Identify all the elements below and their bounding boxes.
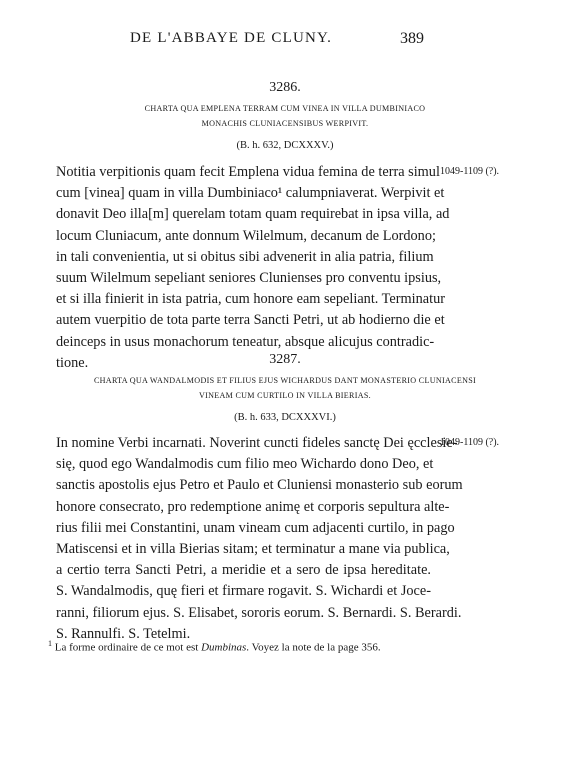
charter-title-line: VINEAM CUM CURTILO IN VILLA BIERIAS. [198, 391, 372, 400]
charter-title-line: CHARTA QUA WANDALMODIS ET FILIUS EJUS WICHARDUS DANT MONASTERIO CLUNIACENSI [93, 376, 477, 385]
text-line: autem vuerpitio de tota parte terra Sancti Petri, ut ab hodierno die et [56, 312, 445, 329]
text-line: In nomine Verbi incarnati. Noverint cuncti fideles sanctę Dei ęcclesie- [56, 435, 458, 451]
text-line: donavit Deo illa[m] querelam totam quam requirebat in ipsa villa, ad [56, 206, 450, 223]
text-line: Notitia verpitionis quam fecit Emplena vidua femina de terra simul [56, 164, 440, 180]
charter-reference: (B. h. 633, DCXXXVI.) [234, 412, 336, 423]
text-line: honore consecrato, pro redemptione animę et corporis sepultura alte- [56, 498, 450, 515]
date-margin-note: 1049-1109 (?). [440, 166, 500, 177]
text-line: locum Cluniacum, ante donnum Wilelmum, decanum de Lordono; [56, 227, 436, 244]
footnote-italic: Dumbinas [201, 641, 247, 654]
charter-text [56, 162, 450, 374]
charter-number: 3287. [269, 352, 301, 367]
text-line: ranni, filiorum ejus. S. Elisabet, sororis eorum. S. Bernardi. S. Berardi. [56, 604, 462, 621]
footnote [48, 639, 381, 654]
text-line: S. Wandalmodis, quę fieri et firmare rogavit. S. Wichardi et Joce- [56, 583, 431, 600]
text-line: suum Wilelmum sepeliant seniores Clunienses pro conventu ipsius, [56, 269, 442, 286]
running-head [0, 30, 570, 52]
footnote-text-end: . Voyez la note de la page 356. [246, 641, 381, 654]
footnote-text: La forme ordinaire de ce mot est [54, 641, 202, 654]
text-line: S. Rannulfi. S. Tetelmi. [56, 625, 191, 642]
charter-text [56, 433, 463, 645]
text-line: cum [vinea] quam in villa Dumbiniaco¹ calumpniaverat. Werpivit et [56, 185, 445, 202]
charter-number: 3286. [269, 80, 301, 95]
text-line: a certio terra Sancti Petri, a meridie et a sero de ipsa hereditate. [56, 562, 431, 579]
date-margin-note: 1049-1109 (?). [440, 437, 500, 448]
charter-reference: (B. h. 632, DCXXXV.) [236, 140, 334, 151]
text-line: Matiscensi et in villa Bierias sitam; et terminatur a mane via publica, [56, 540, 450, 557]
text-line: deinceps in usus monachorum teneatur, absque alicujus contradic- [56, 333, 435, 350]
text-line: sanctis apostolis ejus Petro et Paulo et Cluniensi monasterio sub eorum [56, 477, 463, 494]
text-line: się, quod ego Wandalmodis cum filio meo Wichardo dono Deo, et [56, 456, 434, 473]
charter-title-line: CHARTA QUA EMPLENA TERRAM CUM VINEA IN VILLA DUMBINIACO [144, 104, 426, 113]
text-line: in tali convenientia, ut si obitus sibi advenerit in alia patria, filium [56, 248, 434, 265]
text-line: rius filii mei Constantini, unam vineam cum adjacenti curtilo, in pago [56, 519, 455, 536]
charter-title-line: MONACHIS CLUNIACENSIBUS WERPIVIT. [201, 119, 369, 128]
text-line: et si illa finierit in ista patria, cum honore eam sepeliant. Terminatur [56, 291, 445, 308]
page-number: 389 [400, 30, 424, 47]
footnote-marker: 1 [48, 639, 52, 648]
running-title: DE L'ABBAYE DE CLUNY. [130, 30, 333, 46]
text-line: tione. [56, 354, 89, 371]
